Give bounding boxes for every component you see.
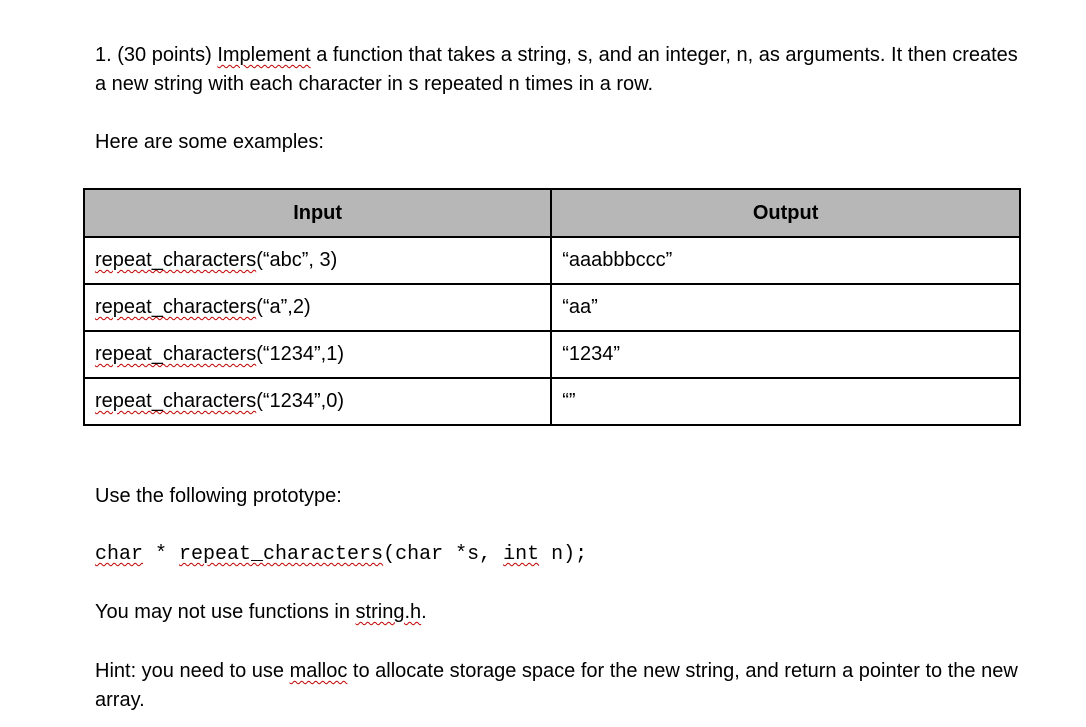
input-cell [84, 284, 551, 331]
examples-intro: Here are some examples: [95, 131, 324, 153]
input-cell [84, 237, 551, 284]
problem-statement-text: a function that takes a string, s, and an integer, n, as arguments. It then creates a new string with each character in s repeated n times in a row. [95, 44, 1018, 95]
problem-number: 1. [95, 44, 112, 66]
input-cell [84, 378, 551, 425]
function-args: (“1234”,0) [256, 390, 345, 412]
return-type: char [95, 543, 144, 566]
header-input: Input [84, 189, 551, 237]
table-row [84, 378, 1020, 425]
prototype-params-end: n); [539, 543, 588, 566]
input-cell [84, 331, 551, 378]
output-cell: “aa” [551, 284, 1020, 331]
prototype-params: (char *s, [383, 543, 504, 566]
table-row [84, 237, 1020, 284]
function-name: repeat_characters [95, 249, 257, 271]
malloc-word: malloc [289, 660, 348, 682]
table-row [84, 331, 1020, 378]
function-name: repeat_characters [95, 296, 257, 318]
header-name: string.h [355, 601, 422, 623]
problem-statement [95, 41, 1025, 99]
function-args: (“abc”, 3) [256, 249, 338, 271]
function-args: (“1234”,1) [256, 343, 345, 365]
prototype-code [95, 540, 587, 569]
int-keyword: int [503, 543, 540, 566]
problem-points: (30 points) [117, 44, 212, 66]
pointer-star: * [143, 543, 180, 566]
header-output: Output [551, 189, 1020, 237]
function-name: repeat_characters [95, 343, 257, 365]
table-row [84, 284, 1020, 331]
function-args: (“a”,2) [256, 296, 311, 318]
hint-text: Hint: you need to use malloc to allocate storage space for the new string, and return a pointer to the new array. [95, 660, 1018, 711]
table-header-row [84, 189, 1020, 237]
output-cell: “” [551, 378, 1020, 425]
problem-verb: Implement [217, 44, 311, 66]
function-name: repeat_characters [95, 390, 257, 412]
examples-table [83, 188, 1021, 426]
restriction-text: You may not use functions in string.h. [95, 601, 427, 623]
output-cell: “aaabbbccc” [551, 237, 1020, 284]
prototype-function-name: repeat_characters [179, 543, 384, 566]
prototype-intro: Use the following prototype: [95, 485, 342, 507]
output-cell: “1234” [551, 331, 1020, 378]
